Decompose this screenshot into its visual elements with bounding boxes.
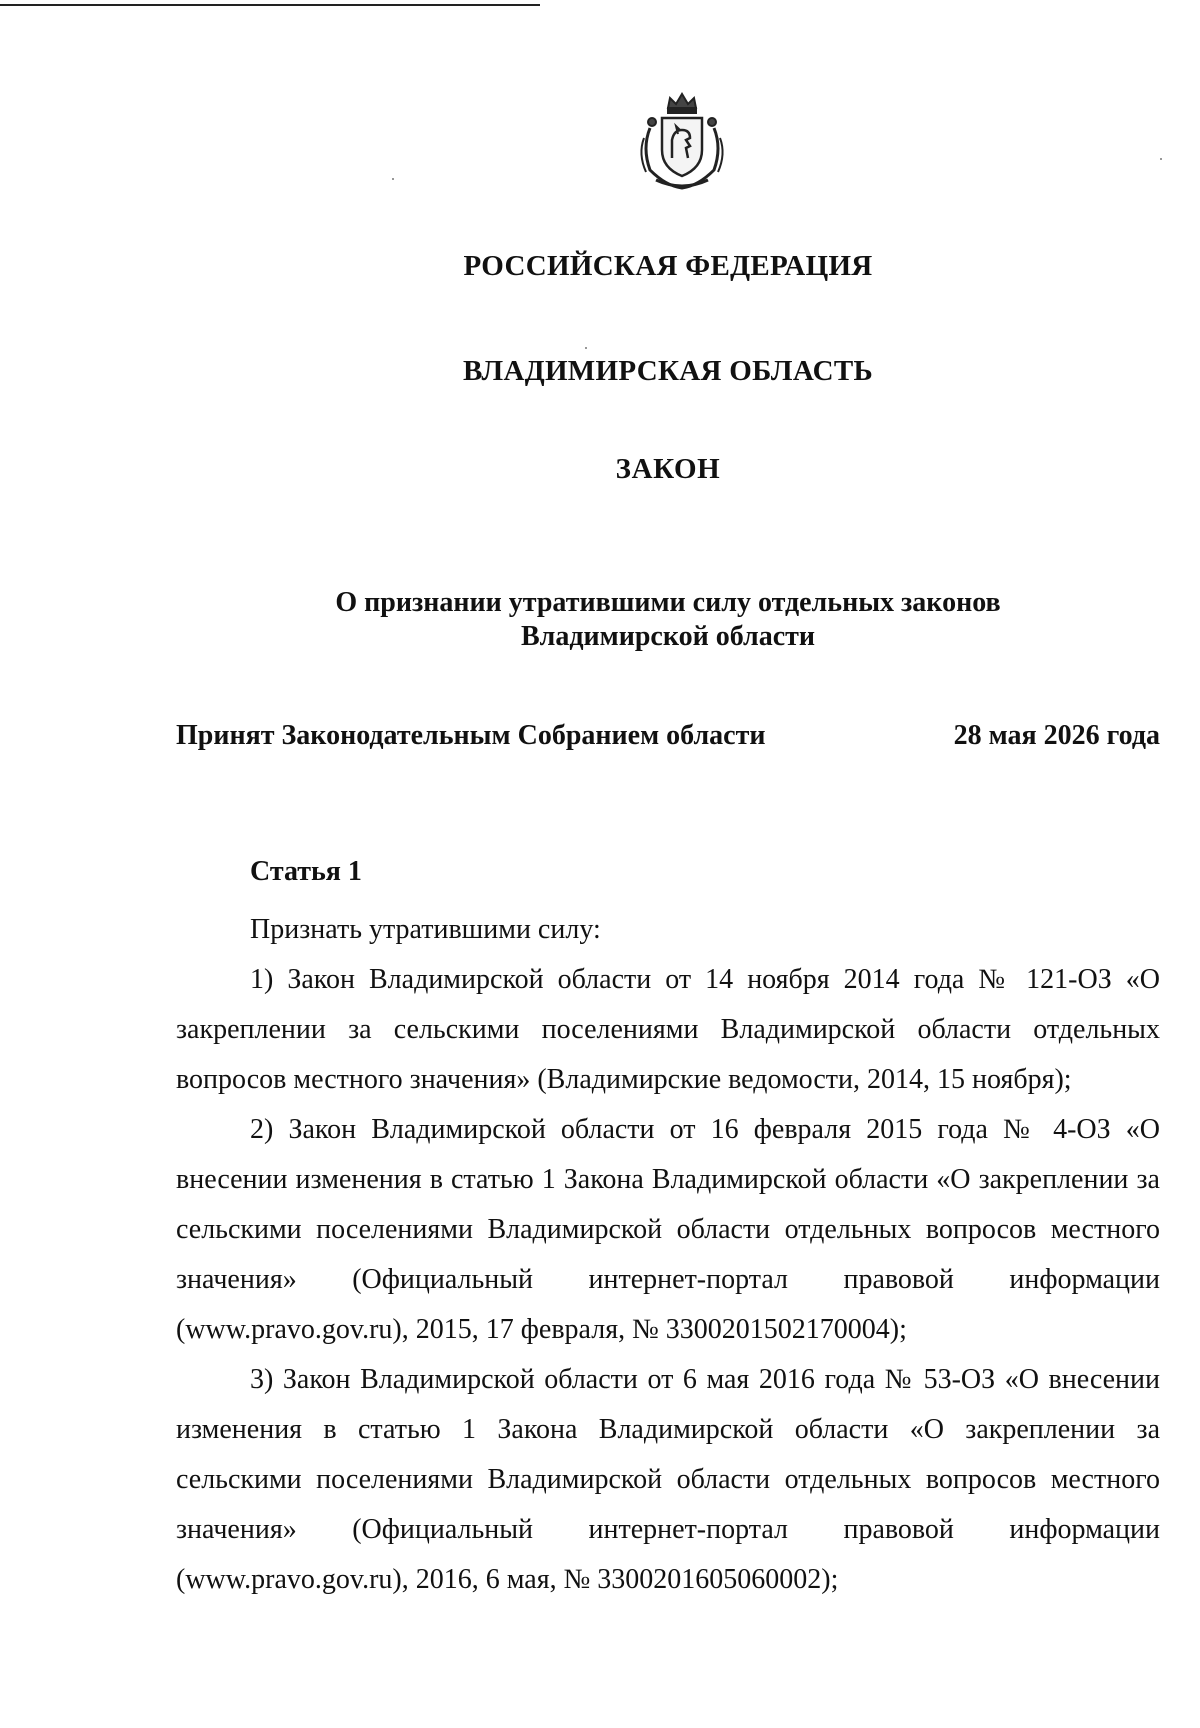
scan-speck	[1160, 158, 1162, 160]
adoption-date: 28 мая 2026 года	[953, 720, 1160, 751]
scan-speck	[392, 178, 394, 180]
document-type-heading: ЗАКОН	[615, 453, 721, 485]
list-item: 1) Закон Владимирской области от 14 ноября 2014 года № 121-ОЗ «О закреплении за сельскими поселениями Владимирской области отдельных вопросов местного значения» (Владимирские ведомости, 2014, 15 ноября);	[176, 964, 1160, 1095]
list-item: 2) Закон Владимирской области от 16 февраля 2015 года № 4-ОЗ «О внесении изменения в статью 1 Закона Владимирской области «О закреплении за сельскими поселениями Владимирской области отдельных вопросов местного значения» (Официальный интернет-портал правовой информации (www.pravo.gov.ru), 2015, 17 февраля, № 3300201502170004);	[176, 1114, 1160, 1345]
law-title-line-1: О признании утратившими силу отдельных законов	[335, 587, 1001, 618]
law-title	[176, 586, 1160, 654]
region-heading: ВЛАДИМИРСКАЯ ОБЛАСТЬ	[463, 355, 873, 387]
article-intro: Признать утратившими силу:	[250, 914, 601, 945]
scan-edge-line	[0, 4, 540, 6]
article-heading: Статья 1	[250, 856, 362, 887]
scan-speck	[585, 347, 587, 349]
list-item: 3) Закон Владимирской области от 6 мая 2016 года № 53-ОЗ «О внесении изменения в статью 1 Закона Владимирской области «О закреплении за сельскими поселениями Владимирской области отдельных вопросов местного значения» (Официальный интернет-портал правовой информации (www.pravo.gov.ru), 2016, 6 мая, № 3300201605060002);	[176, 1364, 1160, 1595]
adoption-label: Принят Законодательным Собранием области	[176, 720, 766, 751]
law-title-line-2: Владимирской области	[520, 621, 816, 652]
adoption-line	[176, 720, 1160, 752]
country-heading: РОССИЙСКАЯ ФЕДЕРАЦИЯ	[463, 250, 873, 282]
article-body	[176, 905, 1160, 1605]
coat-of-arms-icon	[636, 88, 728, 192]
